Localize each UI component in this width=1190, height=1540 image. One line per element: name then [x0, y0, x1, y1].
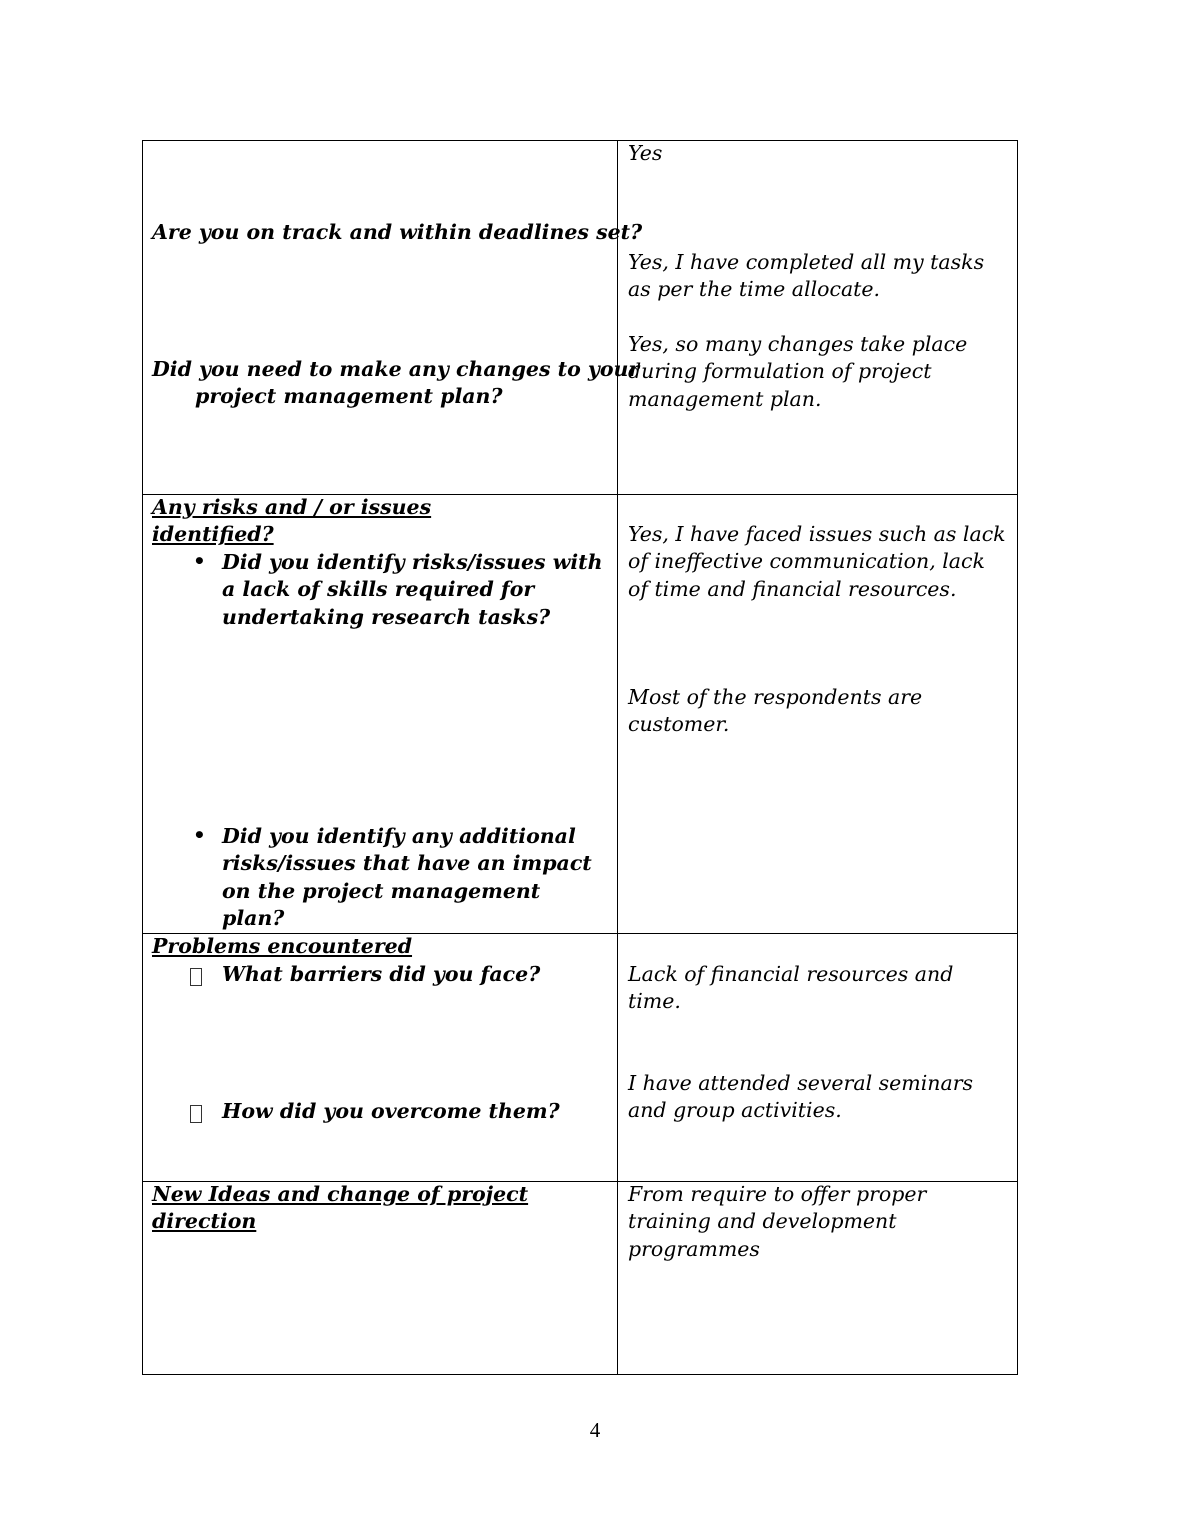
list-item: What barriers did you face?	[222, 962, 541, 986]
table-border	[1017, 140, 1018, 1375]
answer-text: I have attended several seminars and group activities.	[628, 1071, 974, 1123]
column-divider	[617, 140, 618, 1375]
list-item: How did you overcome them?	[222, 1099, 560, 1123]
question-on-track: Are you on track and within deadlines set?	[152, 220, 643, 244]
table-border	[142, 1374, 1018, 1375]
answer-text: Most of the respondents are customer.	[628, 685, 923, 737]
answer-text: Lack of financial resources and time.	[628, 962, 954, 1014]
bullet-icon: •	[193, 823, 206, 847]
answer-text: Yes, I have completed all my tasks as per the time allocate.	[628, 250, 985, 302]
list-item: Did you identify any additional risks/issues that have an impact on the project management plan?	[222, 824, 592, 931]
missing-glyph-bullet-icon	[190, 968, 202, 986]
missing-glyph-bullet-icon	[190, 1105, 202, 1123]
page-number: 4	[589, 1418, 601, 1442]
answer-text: Yes, so many changes take place during formulation of project management plan.	[628, 332, 968, 411]
table-border	[142, 140, 143, 1375]
section-heading-problems: Problems encountered	[152, 934, 413, 958]
list-item: Did you identify risks/issues with a lack of skills required for undertaking research tasks?	[222, 550, 603, 629]
answer-text: From require to offer proper training and development programmes	[628, 1182, 927, 1261]
bullet-icon: •	[193, 549, 206, 573]
answer-text: Yes, I have faced issues such as lack of ineffective communication, lack of time and financial resources.	[628, 522, 1006, 601]
section-heading-new-ideas: New Ideas and change of project direction	[152, 1182, 529, 1234]
section-heading-risks: Any risks and / or issues identified?	[152, 495, 432, 547]
answer-text: Yes	[628, 141, 663, 165]
question-plan-changes: Did you need to make any changes to your project management plan?	[152, 357, 640, 409]
